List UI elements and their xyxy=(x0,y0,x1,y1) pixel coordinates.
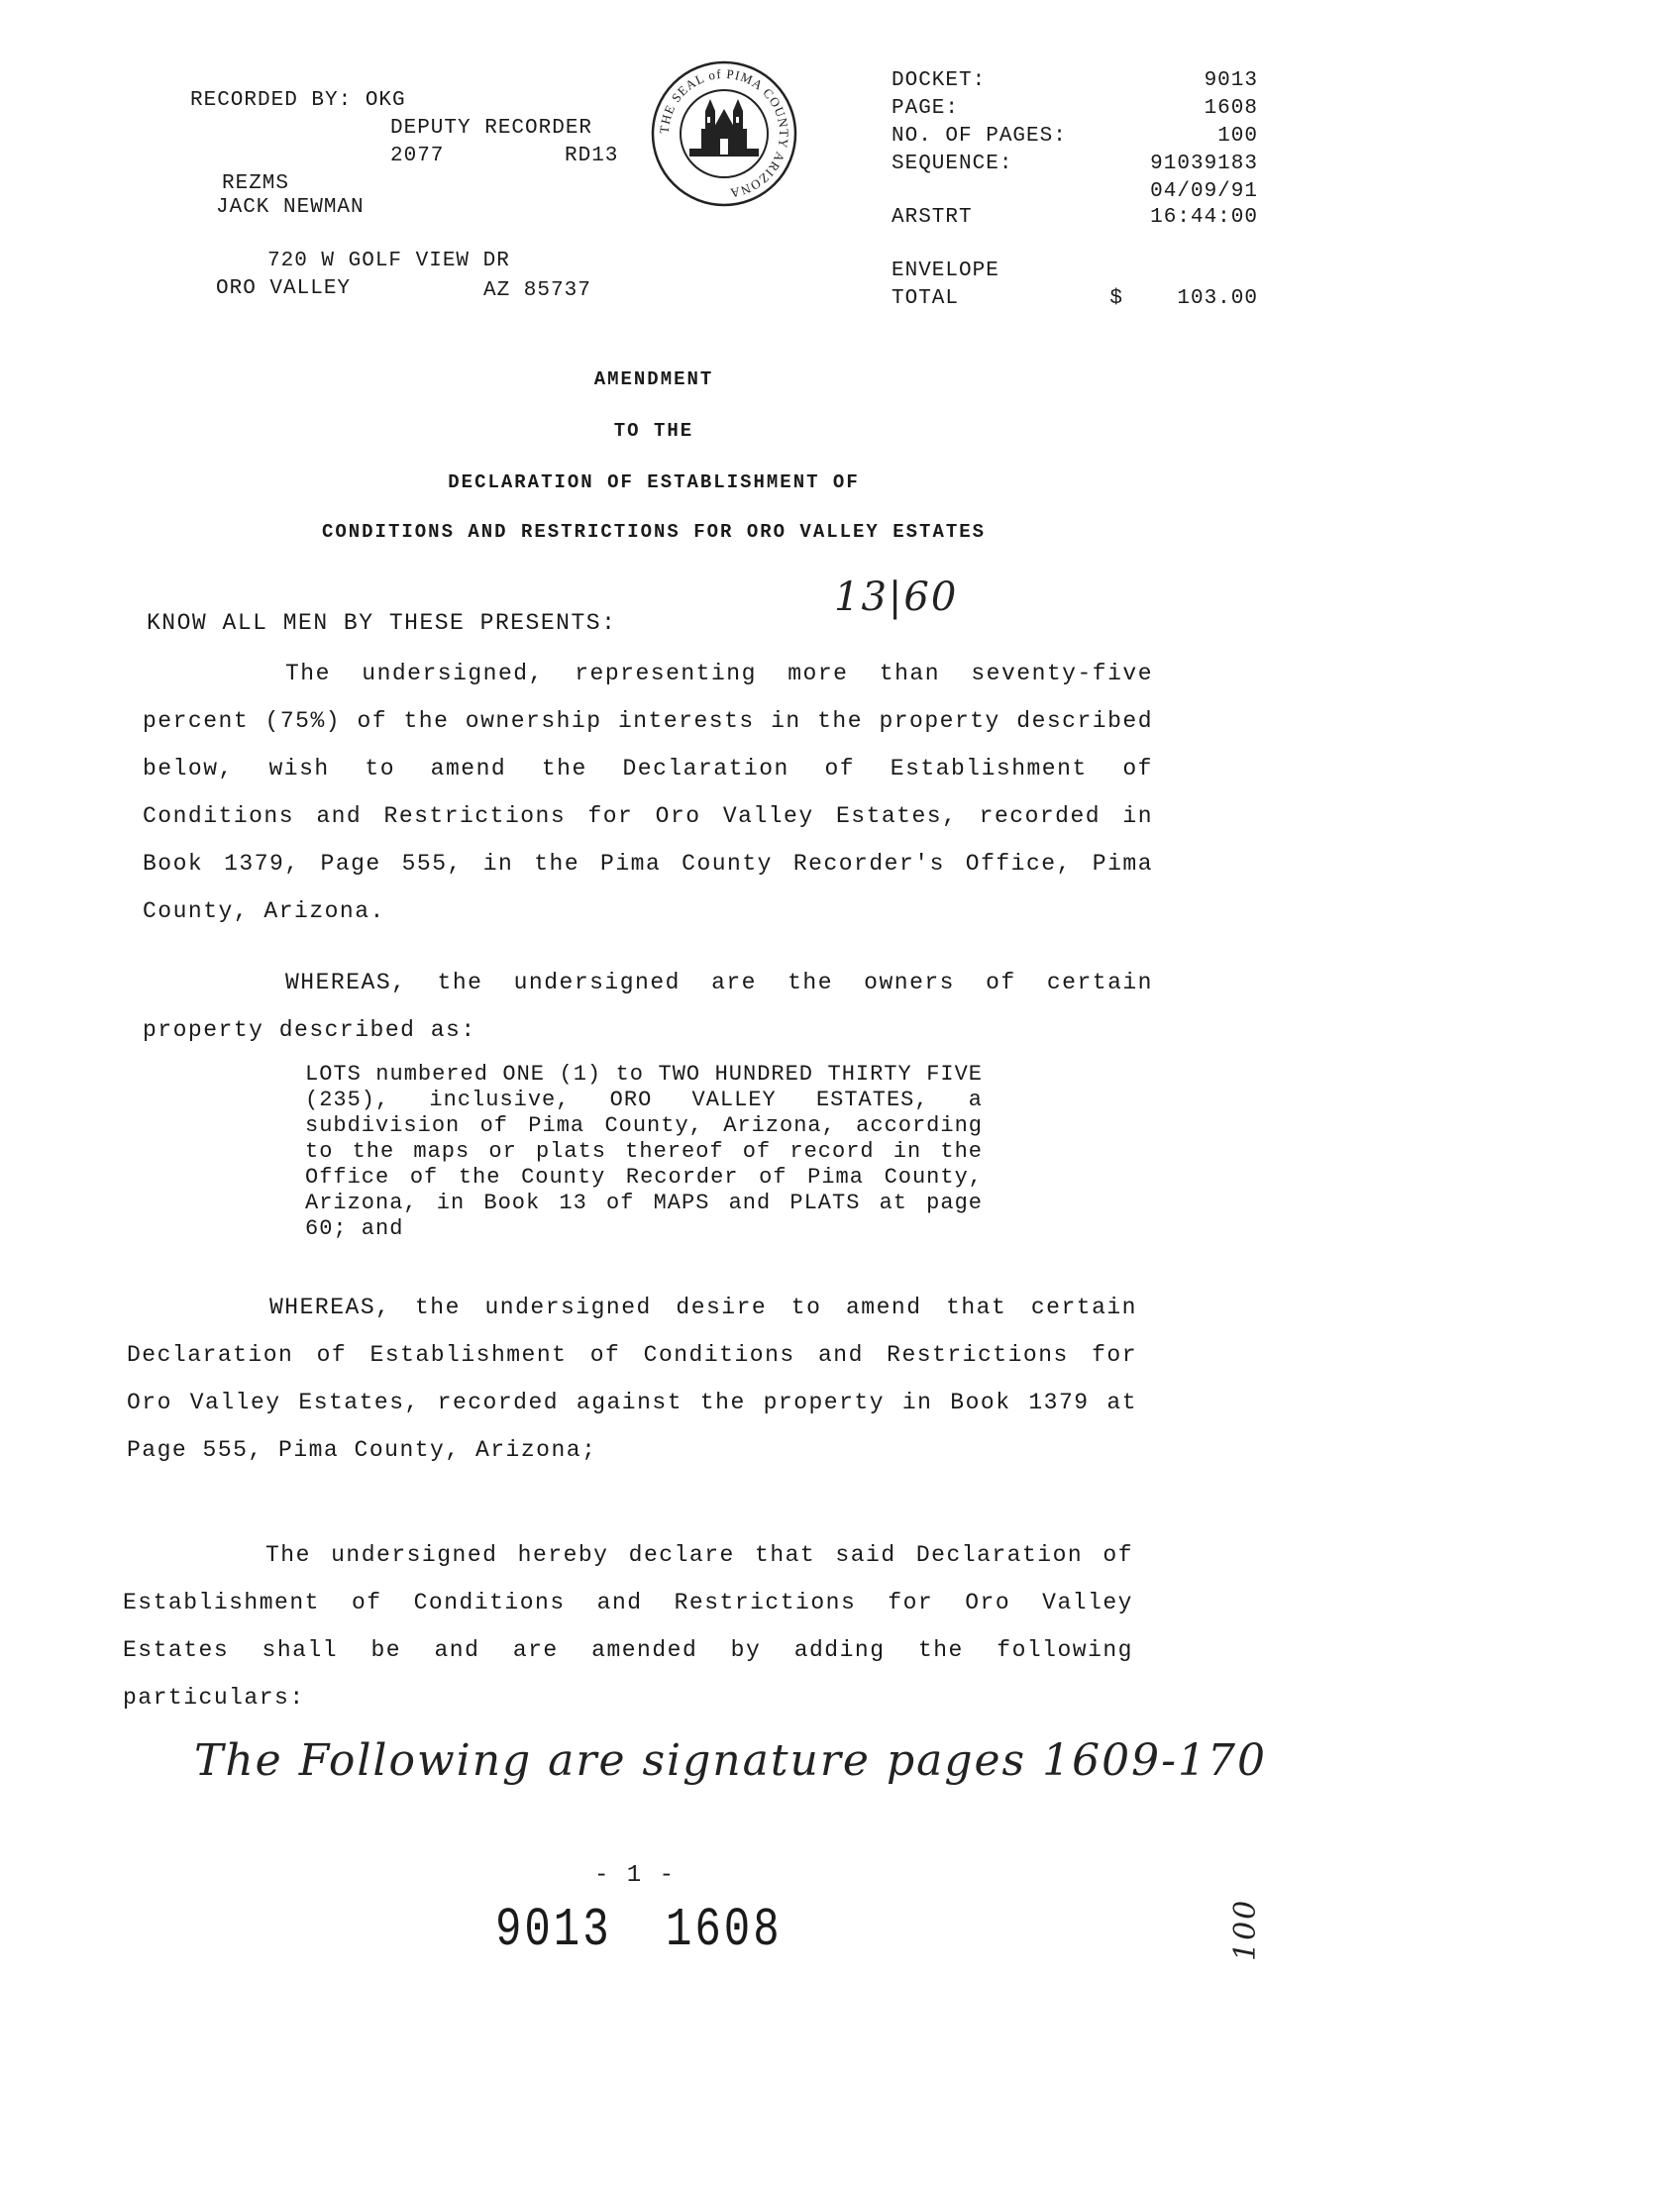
num-pages-value: 100 xyxy=(1217,125,1258,148)
total-label: TOTAL xyxy=(892,287,960,310)
intro-line: KNOW ALL MEN BY THESE PRESENTS: xyxy=(147,610,617,636)
page-label: PAGE: xyxy=(892,97,960,120)
footer-docket-number: 9013 xyxy=(495,1900,612,1962)
envelope-row xyxy=(892,258,1258,285)
paragraph-declaration: The undersigned hereby declare that said Declaration of Establishment of Conditions and Restrictions for Oro Valley Estates shall be and are amended by adding the following particulars: xyxy=(123,1542,1133,1711)
footer-page-number: 1608 xyxy=(666,1900,783,1962)
docket-row xyxy=(892,67,1258,95)
total-value: 103.00 xyxy=(1177,287,1258,310)
paragraph-intent: The undersigned, representing more than seventy-five percent (75%) of the ownership interests in the property described below, wish to amend the Declaration of Establishment of Conditions and Restrictions for Oro Valley Estates, recorded in Book 1379, Page 555, in the Pima County Recorder's Office, Pima County, Arizona. xyxy=(143,661,1153,924)
total-row xyxy=(892,285,1258,313)
record-time: 16:44:00 xyxy=(1150,206,1258,229)
arstrt-label: ARSTRT xyxy=(892,206,973,229)
docket-value: 9013 xyxy=(1204,69,1258,92)
rezms-code: REZMS xyxy=(222,172,290,195)
page-marker: - 1 - xyxy=(594,1862,677,1889)
seal-text: THE SEAL of PIMA COUNTY ARIZONA xyxy=(656,65,792,201)
num-pages-label: NO. OF PAGES: xyxy=(892,125,1067,148)
paragraph-whereas-owners: WHEREAS, the undersigned are the owners of certain property described as: xyxy=(143,970,1153,1043)
recorder-code-a: 2077 xyxy=(390,145,445,167)
handwritten-margin-mark: 100 xyxy=(1228,1898,1263,1961)
recorder-code-b: RD13 xyxy=(565,145,619,167)
currency-symbol: $ xyxy=(1109,287,1123,310)
num-pages-row xyxy=(892,123,1258,151)
title-conditions: CONDITIONS AND RESTRICTIONS FOR ORO VALLEY ESTATES xyxy=(321,521,987,543)
sequence-label: SEQUENCE: xyxy=(892,153,1013,175)
date-row xyxy=(892,178,1258,204)
requester-address: 720 W GOLF VIEW DR xyxy=(267,250,510,272)
requester-state-zip: AZ 85737 xyxy=(483,279,591,302)
title-amendment: AMENDMENT xyxy=(593,368,714,390)
deputy-recorder: DEPUTY RECORDER xyxy=(390,117,593,140)
requester-name: JACK NEWMAN xyxy=(216,196,365,219)
recorded-by: RECORDED BY: OKG xyxy=(190,89,406,112)
sequence-value: 91039183 xyxy=(1150,153,1258,175)
title-declaration: DECLARATION OF ESTABLISHMENT OF xyxy=(448,471,860,493)
arstrt-row xyxy=(892,204,1258,232)
docket-label: DOCKET: xyxy=(892,69,987,92)
county-seal-icon xyxy=(650,59,798,208)
page-value: 1608 xyxy=(1204,97,1258,120)
title-to-the: TO THE xyxy=(613,420,694,442)
handwritten-reference: 13|60 xyxy=(834,574,959,620)
requester-city: ORO VALLEY xyxy=(216,277,352,300)
sequence-row xyxy=(892,151,1258,178)
page-row xyxy=(892,95,1258,123)
handwritten-signature-note: The Following are signature pages 1609-170 xyxy=(194,1735,1267,1786)
paragraph-whereas-amend: WHEREAS, the undersigned desire to amend that certain Declaration of Establishment of Conditions and Restrictions for Oro Valley Estates, recorded against the property in Book 1379 at Page 555, Pima County, Arizona; xyxy=(127,1295,1137,1463)
docket-block xyxy=(892,67,1258,313)
envelope-label: ENVELOPE xyxy=(892,260,999,282)
legal-description: LOTS numbered ONE (1) to TWO HUNDRED THIRTY FIVE (235), inclusive, ORO VALLEY ESTATES, a subdivision of Pima County, Arizona, according to the maps or plats thereof of record in the Office of the County Recorder of Pima County, Arizona, in Book 13 of MAPS and PLATS at page 60; and xyxy=(305,1062,983,1241)
record-date: 04/09/91 xyxy=(1150,180,1258,203)
